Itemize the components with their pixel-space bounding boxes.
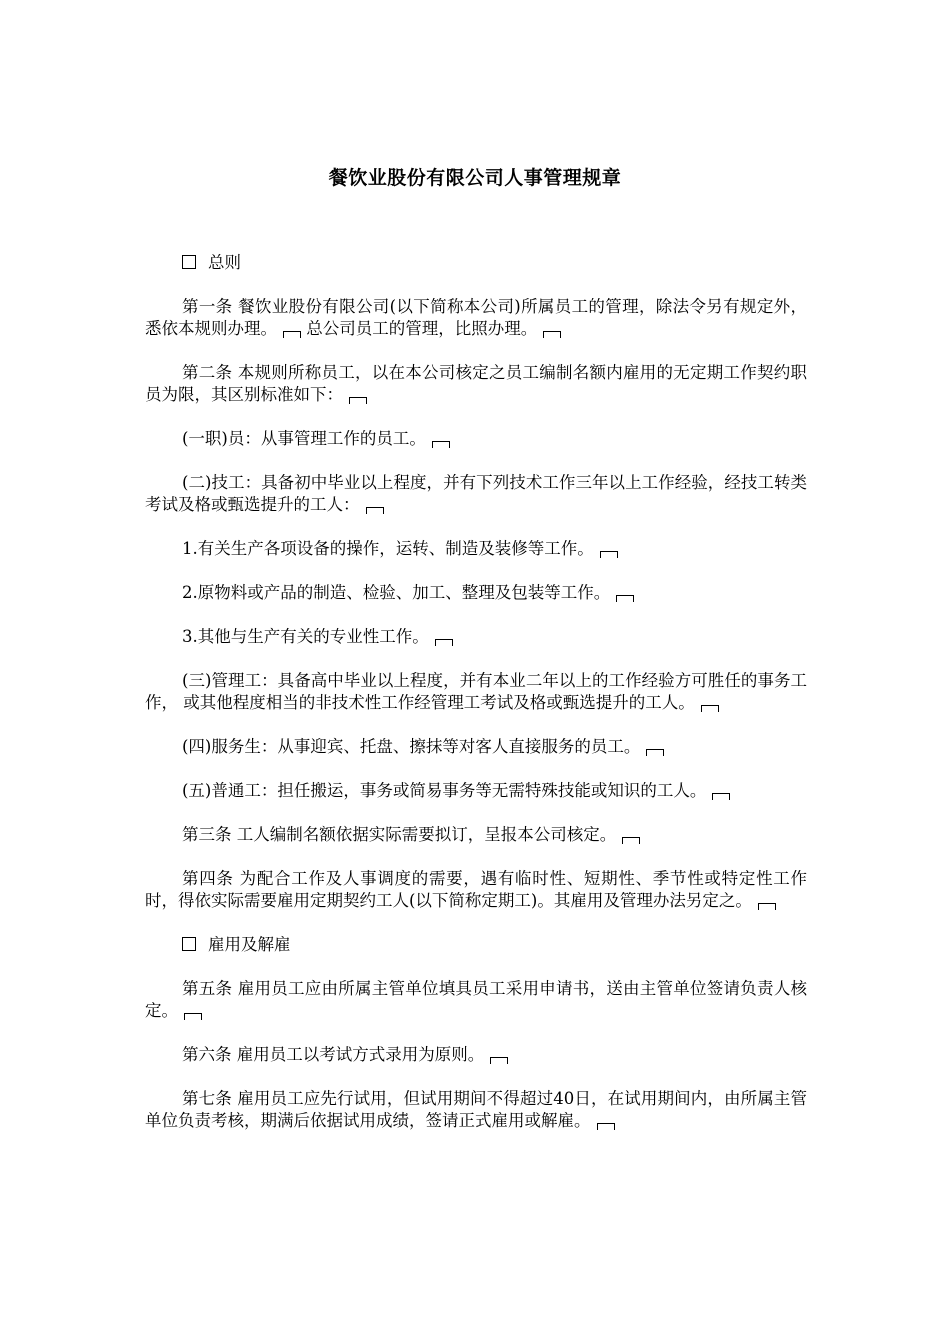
article-1	[145, 296, 807, 340]
paragraph-mark-icon	[616, 595, 634, 602]
paragraph-mark-icon	[600, 551, 618, 558]
paragraph-text: 第六条 雇用员工以考试方式录用为原则。	[182, 1045, 485, 1064]
paragraph-text: 第二条 本规则所称员工，以在本公司核定之员工编制名额内雇用的无定期工作契约职员为限，其区别标准如下：	[145, 363, 807, 404]
paragraph-mark-icon	[646, 749, 664, 756]
clause-2	[145, 472, 807, 516]
paragraph-text: 第七条 雇用员工应先行试用，但试用期间不得超过40日，在试用期间内，由所属主管单位负责考核，期满后依据试用成绩，签请正式雇用或解雇。	[145, 1089, 807, 1130]
section-heading-general	[145, 252, 807, 274]
item-3	[145, 626, 807, 648]
article-2	[145, 362, 807, 406]
clause-3	[145, 670, 807, 714]
paragraph-mark-icon	[490, 1057, 508, 1064]
paragraph-mark-icon	[432, 441, 450, 448]
article-7	[145, 1088, 807, 1132]
clause-5	[145, 780, 807, 802]
paragraph-text: 3.其他与生产有关的专业性工作。	[182, 627, 429, 646]
checkbox-square-icon	[182, 255, 196, 269]
article-4	[145, 868, 807, 912]
section-label: 总则	[208, 253, 241, 272]
paragraph-text: 第五条 雇用员工应由所属主管单位填具员工采用申请书，送由主管单位签请负责人核定。	[145, 979, 807, 1020]
paragraph-mark-icon	[184, 1013, 202, 1020]
paragraph-text: (五)普通工：担任搬运，事务或简易事务等无需特殊技能或知识的工人。	[182, 781, 707, 800]
paragraph-text: (三)管理工：具备高中毕业以上程度，并有本业二年以上的工作经验方可胜任的事务工作， 或其他程度相当的非技术性工作经管理工考试及格或甄选提升的工人。	[145, 671, 807, 712]
paragraph-mark-icon	[366, 507, 384, 514]
paragraph-text: (一职)员：从事管理工作的员工。	[182, 429, 426, 448]
section-label: 雇用及解雇	[208, 935, 291, 954]
paragraph-text: (二)技工：具备初中毕业以上程度，并有下列技术工作三年以上工作经验，经技工转类考试及格或甄选提升的工人：	[145, 473, 807, 514]
paragraph-mark-icon	[712, 793, 730, 800]
paragraph-mark-icon	[349, 397, 367, 404]
article-3	[145, 824, 807, 846]
paragraph-mark-icon	[622, 837, 640, 844]
paragraph-mark-icon	[701, 705, 719, 712]
article-5	[145, 978, 807, 1022]
document-body	[145, 252, 807, 1154]
document-title: 餐饮业股份有限公司人事管理规章	[328, 167, 622, 189]
paragraph-mark-icon	[758, 903, 776, 910]
clause-1	[145, 428, 807, 450]
paragraph-mark-icon	[597, 1123, 615, 1130]
paragraph-text: 第一条 餐饮业股份有限公司(以下简称本公司)所属员工的管理，除法令另有规定外，悉依本规则办理。	[145, 297, 807, 338]
article-6	[145, 1044, 807, 1066]
section-heading-hiring	[145, 934, 807, 956]
paragraph-mark-icon	[435, 639, 453, 646]
paragraph-text: (四)服务生：从事迎宾、托盘、擦抹等对客人直接服务的员工。	[182, 737, 641, 756]
paragraph-text: 2.原物料或产品的制造、检验、加工、整理及包装等工作。	[182, 583, 611, 602]
item-2	[145, 582, 807, 604]
paragraph-text: 第四条 为配合工作及人事调度的需要，遇有临时性、短期性、季节性或特定性工作时，得依实际需要雇用定期契约工人(以下简称定期工)。其雇用及管理办法另定之。	[145, 869, 807, 910]
checkbox-square-icon	[182, 937, 196, 951]
paragraph-text: 总公司员工的管理，比照办理。	[306, 319, 538, 338]
clause-4	[145, 736, 807, 758]
paragraph-text: 第三条 工人编制名额依据实际需要拟订，呈报本公司核定。	[182, 825, 617, 844]
paragraph-mark-icon	[283, 331, 301, 338]
paragraph-text: 1.有关生产各项设备的操作，运转、制造及装修等工作。	[182, 539, 594, 558]
paragraph-mark-icon	[543, 331, 561, 338]
item-1	[145, 538, 807, 560]
